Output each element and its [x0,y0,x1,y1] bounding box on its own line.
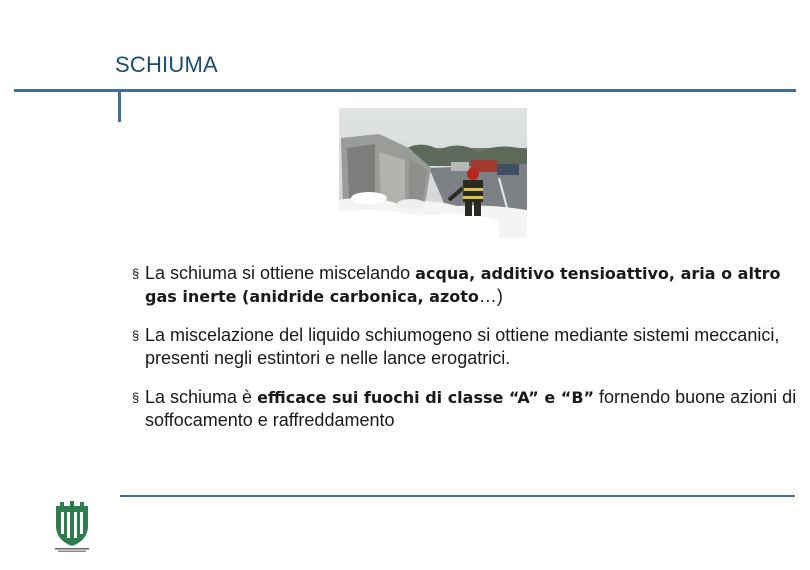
university-logo-icon [52,500,92,552]
section-sign-icon: § [132,328,140,343]
bullet-text: La schiuma è [145,387,258,407]
bullet-item [132,262,802,308]
bullet-text: …) [478,286,503,306]
title-divider [14,89,796,92]
footer-divider [120,495,795,497]
bullet-text: fornendo buone azioni di soffocamento e raffreddamento [145,387,797,430]
bullet-list [132,262,802,448]
bullet-emphasis: acqua, additivo tensioattivo, aria o altro gas inerte (anidride carbonica, azoto [145,264,781,306]
bullet-item [132,386,802,432]
bullet-emphasis: efficace sui fuochi di classe “A” e “B” [257,388,595,407]
bullet-text: La schiuma si ottiene miscelando [145,263,416,283]
slide-title: SCHIUMA [115,52,218,77]
bullet-text: La miscelazione del liquido schiumogeno si ottiene mediante sistemi meccanici, presenti negli estintori e nelle lance erogatrici. [145,325,780,368]
bullet-item [132,324,802,370]
section-sign-icon: § [132,390,140,405]
section-sign-icon: § [132,266,140,281]
accent-tick [118,92,121,122]
foam-photo [339,108,527,238]
